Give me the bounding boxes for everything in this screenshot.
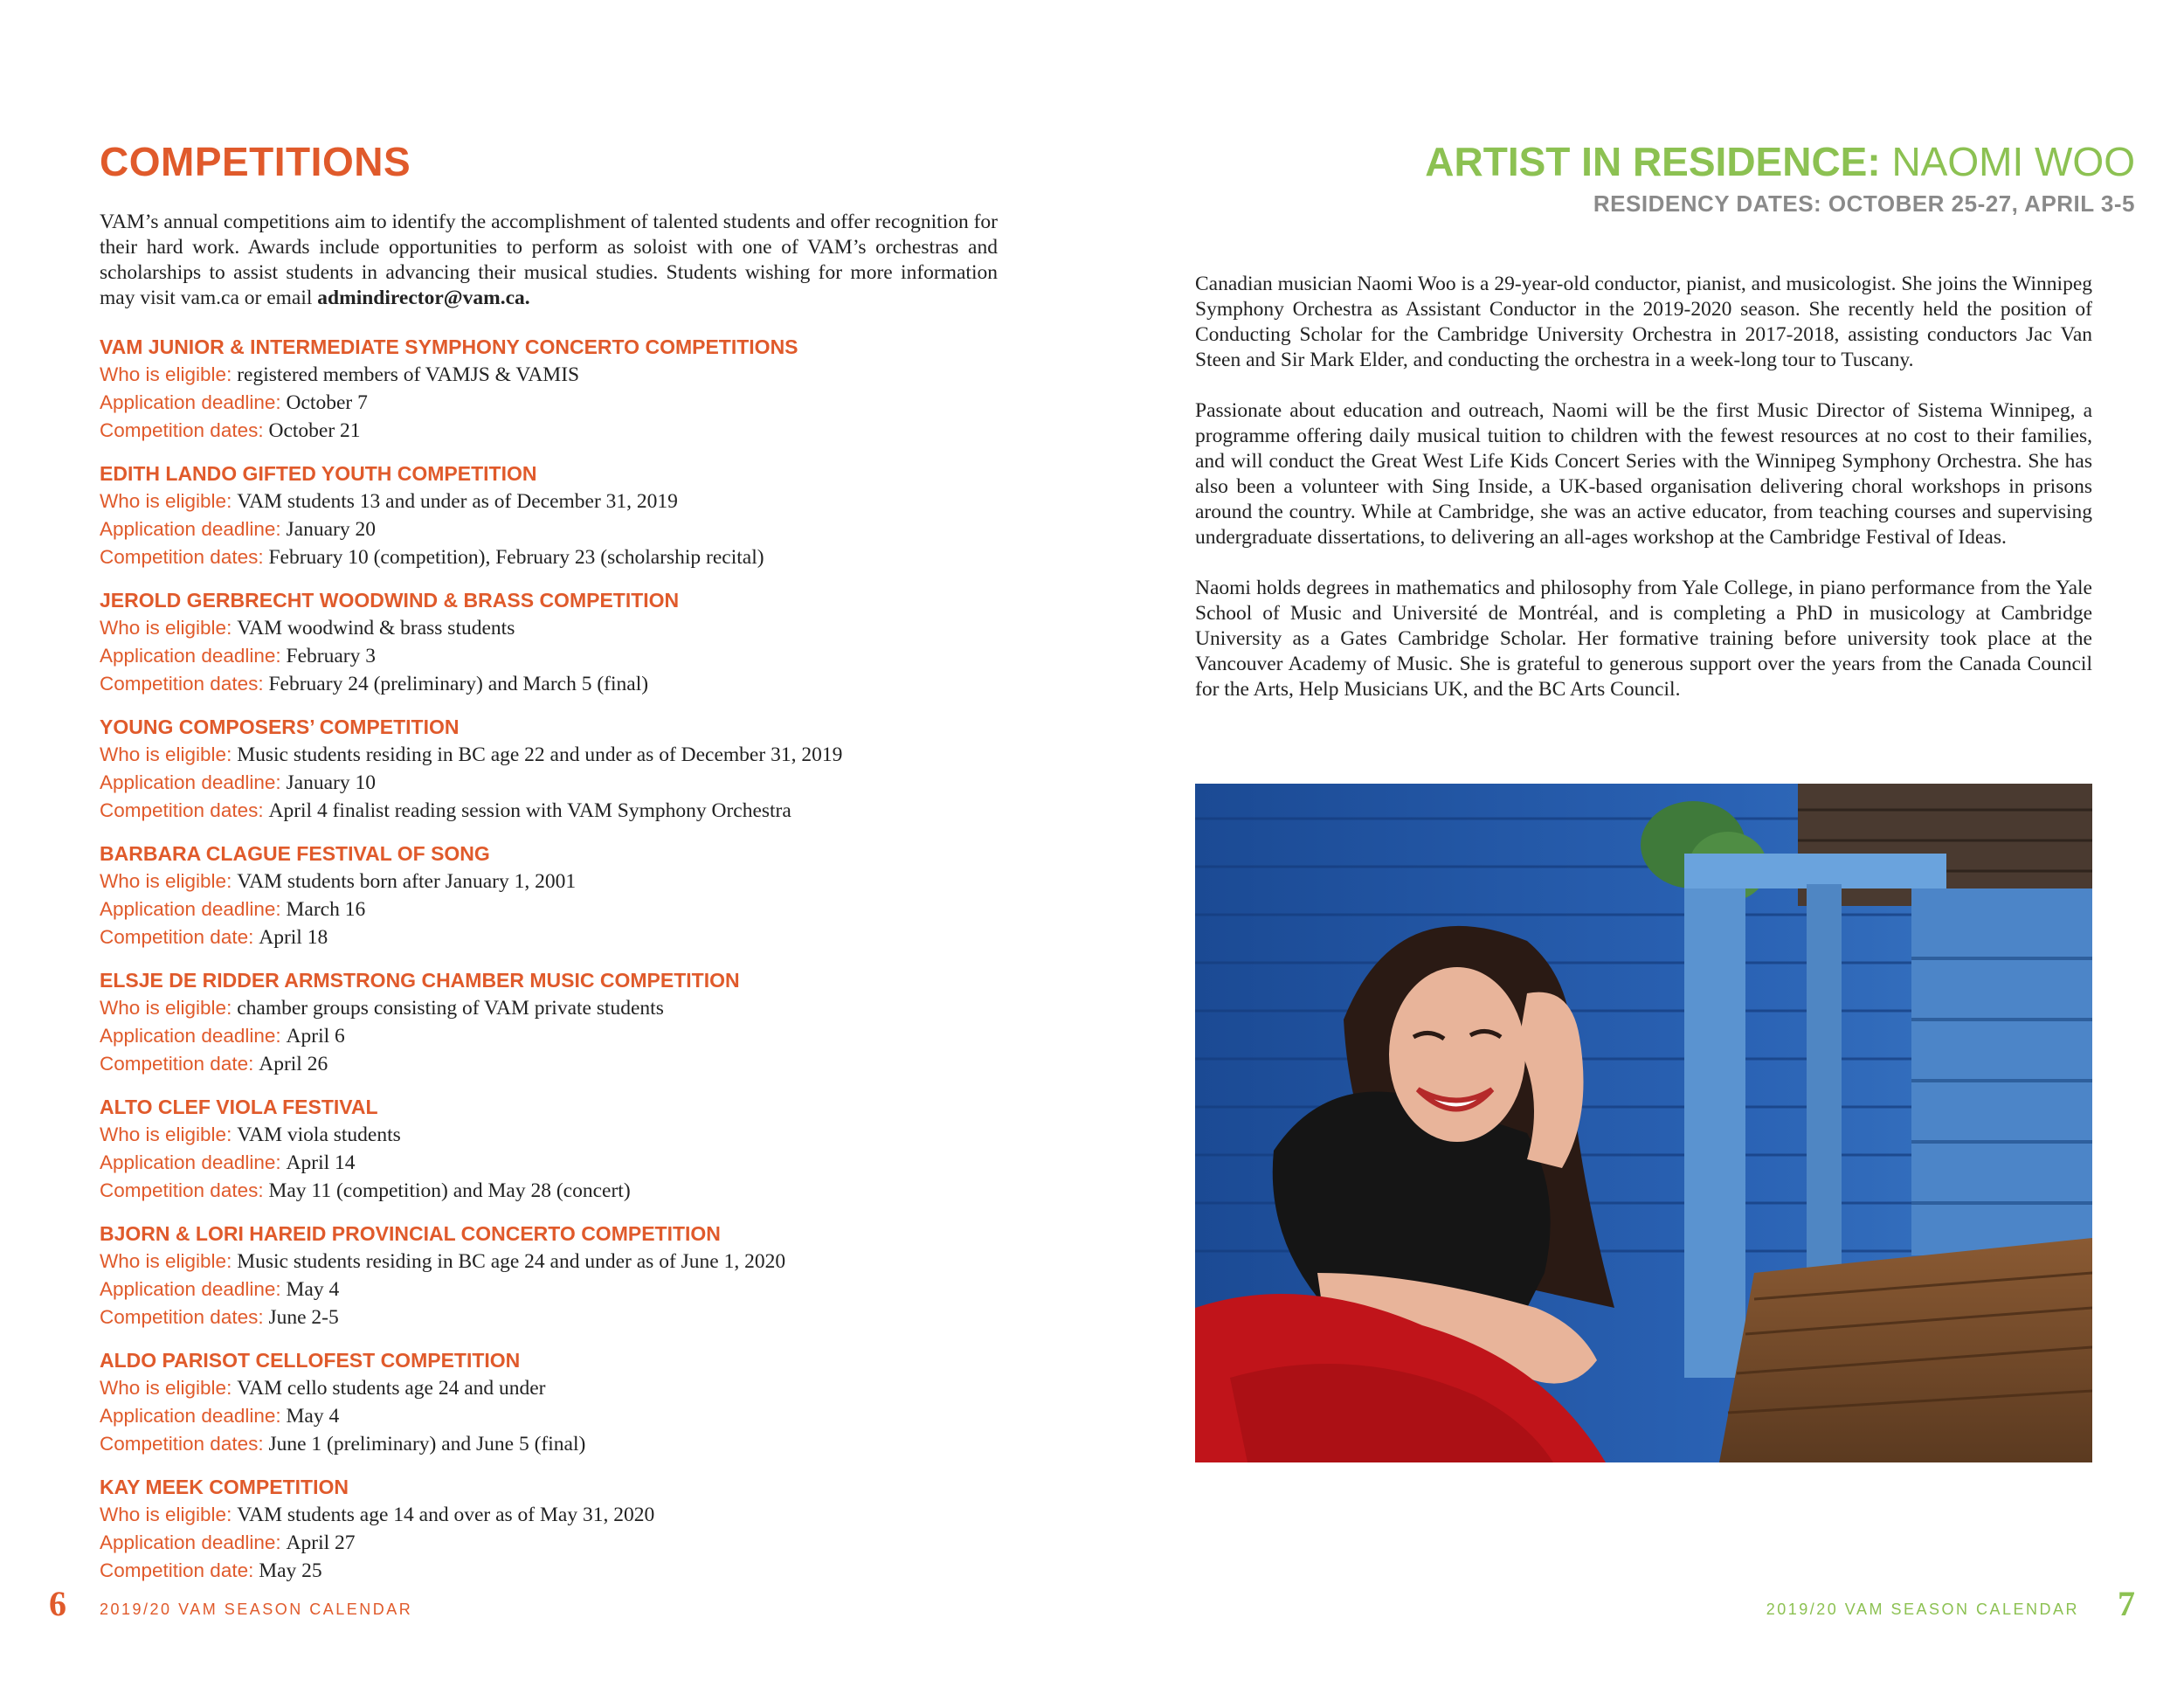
competition-title: YOUNG COMPOSERS’ COMPETITION xyxy=(100,716,460,738)
detail-label: Who is eligible: xyxy=(100,490,232,512)
competition-entry xyxy=(100,840,1043,951)
detail-label: Who is eligible: xyxy=(100,743,232,765)
competition-detail-row xyxy=(100,1248,1043,1276)
competition-detail-row xyxy=(100,614,1043,642)
competition-detail-row xyxy=(100,642,1043,670)
detail-value: October 21 xyxy=(268,419,361,442)
competition-detail-row xyxy=(100,1177,1043,1205)
competition-title: KAY MEEK COMPETITION xyxy=(100,1476,349,1498)
page-number-right: 7 xyxy=(2118,1584,2135,1623)
detail-value: VAM students born after January 1, 2001 xyxy=(237,870,577,893)
competition-entry xyxy=(100,1347,1043,1458)
competition-title: ALTO CLEF VIOLA FESTIVAL xyxy=(100,1096,378,1118)
competition-detail-row xyxy=(100,1501,1043,1529)
competition-title: ELSJE DE RIDDER ARMSTRONG CHAMBER MUSIC COMPETITION xyxy=(100,969,740,992)
detail-value: May 11 (competition) and May 28 (concert) xyxy=(268,1179,631,1202)
detail-label: Application deadline: xyxy=(100,391,281,413)
artist-bio xyxy=(1195,272,2092,728)
bio-paragraph: Naomi holds degrees in mathematics and philosophy from Yale College, in piano performance from the Yale School of Music and Université de Montréal, and is completing a PhD in musicology at Cambridge University as a Gates Cambridge Scholar. Her formative training before university took place at the Vancouver Academy of Music. She is grateful to generous support over the years from the Canada Council for the Arts, Help Musicians UK, and the BC Arts Council. xyxy=(1195,577,2092,701)
detail-label: Application deadline: xyxy=(100,1025,281,1047)
footer-right: 2019/20 VAM SEASON CALENDAR xyxy=(1766,1601,2079,1618)
competition-detail-row xyxy=(100,1303,1043,1331)
artist-heading xyxy=(1425,138,2135,185)
competition-detail-row xyxy=(100,543,1043,571)
detail-label: Who is eligible: xyxy=(100,1377,232,1399)
detail-label: Who is eligible: xyxy=(100,997,232,1019)
detail-value: VAM viola students xyxy=(237,1124,401,1146)
competition-detail-row xyxy=(100,1276,1043,1303)
detail-label: Who is eligible: xyxy=(100,1124,232,1145)
competition-entry xyxy=(100,967,1043,1078)
competition-detail-row xyxy=(100,895,1043,923)
detail-value: February 3 xyxy=(286,645,376,667)
competition-list xyxy=(100,334,1043,1601)
competition-detail-row xyxy=(100,994,1043,1022)
competitions-heading: COMPETITIONS xyxy=(100,139,411,184)
detail-label: Application deadline: xyxy=(100,771,281,793)
detail-label: Application deadline: xyxy=(100,1531,281,1553)
detail-value: March 16 xyxy=(286,898,366,921)
detail-label: Application deadline: xyxy=(100,645,281,667)
detail-value: May 4 xyxy=(286,1405,340,1428)
detail-label: Application deadline: xyxy=(100,898,281,920)
detail-value: October 7 xyxy=(286,391,368,414)
competition-title: BARBARA CLAGUE FESTIVAL OF SONG xyxy=(100,842,490,865)
detail-value: VAM cello students age 24 and under xyxy=(237,1377,546,1400)
competition-detail-row xyxy=(100,487,1043,515)
detail-label: Competition date: xyxy=(100,1053,254,1075)
competition-detail-row xyxy=(100,1121,1043,1149)
competition-detail-row xyxy=(100,670,1043,698)
detail-label: Application deadline: xyxy=(100,518,281,540)
detail-value: Music students residing in BC age 24 and under as of June 1, 2020 xyxy=(237,1250,786,1273)
artist-heading-name: NAOMI WOO xyxy=(1880,139,2135,184)
detail-value: April 26 xyxy=(259,1053,328,1075)
detail-value: January 20 xyxy=(286,518,376,541)
detail-value: June 1 (preliminary) and June 5 (final) xyxy=(268,1433,586,1455)
competition-detail-row xyxy=(100,1557,1043,1585)
competition-title: BJORN & LORI HAREID PROVINCIAL CONCERTO COMPETITION xyxy=(100,1222,721,1245)
detail-value: registered members of VAMJS & VAMIS xyxy=(237,363,580,386)
detail-label: Who is eligible: xyxy=(100,617,232,639)
detail-label: Who is eligible: xyxy=(100,363,232,385)
competition-detail-row xyxy=(100,1022,1043,1050)
competitions-intro xyxy=(100,210,998,311)
competition-detail-row xyxy=(100,769,1043,797)
detail-value: April 18 xyxy=(259,926,328,949)
detail-label: Competition date: xyxy=(100,1559,254,1581)
detail-label: Competition dates: xyxy=(100,1179,264,1201)
competition-entry xyxy=(100,1094,1043,1205)
competition-entry xyxy=(100,714,1043,825)
detail-label: Competition date: xyxy=(100,926,254,948)
detail-value: VAM students age 14 and over as of May 31, 2020 xyxy=(237,1504,655,1526)
detail-value: chamber groups consisting of VAM private students xyxy=(237,997,664,1020)
detail-value: Music students residing in BC age 22 and under as of December 31, 2019 xyxy=(237,743,843,766)
competition-title: ALDO PARISOT CELLOFEST COMPETITION xyxy=(100,1349,521,1372)
competition-detail-row xyxy=(100,1374,1043,1402)
detail-label: Competition dates: xyxy=(100,419,264,441)
bio-paragraph: Canadian musician Naomi Woo is a 29-year-old conductor, pianist, and musicologist. She joins the Winnipeg Symphony Orchestra as Assistant Conductor in the 2019-2020 season. She recently held the position of Conducting Scholar for the Cambridge University Orchestra in 2017-2018, assisting conductors Jac Van Steen and Sir Mark Elder, and conducting the orchestra in a week-long tour to Tuscany. xyxy=(1195,273,2092,371)
competition-entry xyxy=(100,1220,1043,1331)
detail-label: Who is eligible: xyxy=(100,870,232,892)
bio-paragraph: Passionate about education and outreach, Naomi will be the first Music Director of Sistema Winnipeg, a programme offering daily musical tuition to children with the fewest resources at no cost to their families, and will conduct the Great West Life Kids Concert Series with the Winnipeg Symphony Orchestra. She has also been a volunteer with Sing Inside, a UK-based organisation delivering choral workshops in prisons around the country. While at Cambridge, she was an active educator, from teaching courses and supervising undergraduate dissertations, to delivering an all-ages workshop at the Cambridge Festival of Ideas. xyxy=(1195,399,2092,549)
competition-detail-row xyxy=(100,389,1043,417)
detail-label: Competition dates: xyxy=(100,546,264,568)
intro-text: VAM’s annual competitions aim to identify the accomplishment of talented students and offer recognition for their hard work. Awards include opportunities to perform as soloist with one of VAM’s orchestras and scholarships to assist students in advancing their musical studies. Students wishing for more information may visit vam.ca or email xyxy=(100,211,998,309)
detail-label: Application deadline: xyxy=(100,1151,281,1173)
detail-value: April 4 finalist reading session with VAM Symphony Orchestra xyxy=(268,799,791,822)
competition-detail-row xyxy=(100,923,1043,951)
competition-detail-row xyxy=(100,868,1043,895)
competition-detail-row xyxy=(100,797,1043,825)
detail-label: Application deadline: xyxy=(100,1278,281,1300)
detail-label: Competition dates: xyxy=(100,1306,264,1328)
detail-value: VAM students 13 and under as of December 31, 2019 xyxy=(237,490,678,513)
detail-label: Who is eligible: xyxy=(100,1250,232,1272)
detail-label: Competition dates: xyxy=(100,1433,264,1455)
competition-detail-row xyxy=(100,515,1043,543)
competition-entry xyxy=(100,334,1043,445)
competition-title: JEROLD GERBRECHT WOODWIND & BRASS COMPETITION xyxy=(100,589,680,612)
detail-label: Competition dates: xyxy=(100,673,264,695)
competition-title: EDITH LANDO GIFTED YOUTH COMPETITION xyxy=(100,462,537,485)
right-page xyxy=(1092,0,2184,1687)
detail-label: Who is eligible: xyxy=(100,1504,232,1525)
detail-value: February 10 (competition), February 23 (scholarship recital) xyxy=(268,546,764,569)
competition-title: VAM JUNIOR & INTERMEDIATE SYMPHONY CONCERTO COMPETITIONS xyxy=(100,335,798,358)
footer-left: 2019/20 VAM SEASON CALENDAR xyxy=(100,1601,413,1618)
detail-label: Application deadline: xyxy=(100,1405,281,1427)
detail-value: May 4 xyxy=(286,1278,340,1301)
intro-email: admindirector@vam.ca. xyxy=(317,287,530,309)
detail-value: May 25 xyxy=(259,1559,322,1582)
detail-value: April 6 xyxy=(286,1025,345,1047)
detail-value: April 14 xyxy=(286,1151,356,1174)
competition-detail-row xyxy=(100,1402,1043,1430)
detail-value: June 2-5 xyxy=(268,1306,339,1329)
competition-detail-row xyxy=(100,361,1043,389)
detail-value: VAM woodwind & brass students xyxy=(237,617,515,640)
page-number-left: 6 xyxy=(49,1584,66,1623)
competition-detail-row xyxy=(100,1050,1043,1078)
artist-heading-strong: ARTIST IN RESIDENCE: xyxy=(1425,139,1881,184)
competition-entry xyxy=(100,1474,1043,1585)
competition-detail-row xyxy=(100,1149,1043,1177)
detail-label: Competition dates: xyxy=(100,799,264,821)
competition-entry xyxy=(100,587,1043,698)
competition-detail-row xyxy=(100,1430,1043,1458)
detail-value: April 27 xyxy=(286,1531,356,1554)
competition-detail-row xyxy=(100,741,1043,769)
artist-photo xyxy=(1195,784,2092,1462)
competition-detail-row xyxy=(100,1529,1043,1557)
detail-value: January 10 xyxy=(286,771,376,794)
competition-entry xyxy=(100,460,1043,571)
residency-dates: RESIDENCY DATES: OCTOBER 25-27, APRIL 3-5 xyxy=(1593,190,2135,217)
competition-detail-row xyxy=(100,417,1043,445)
detail-value: February 24 (preliminary) and March 5 (final) xyxy=(268,673,649,695)
